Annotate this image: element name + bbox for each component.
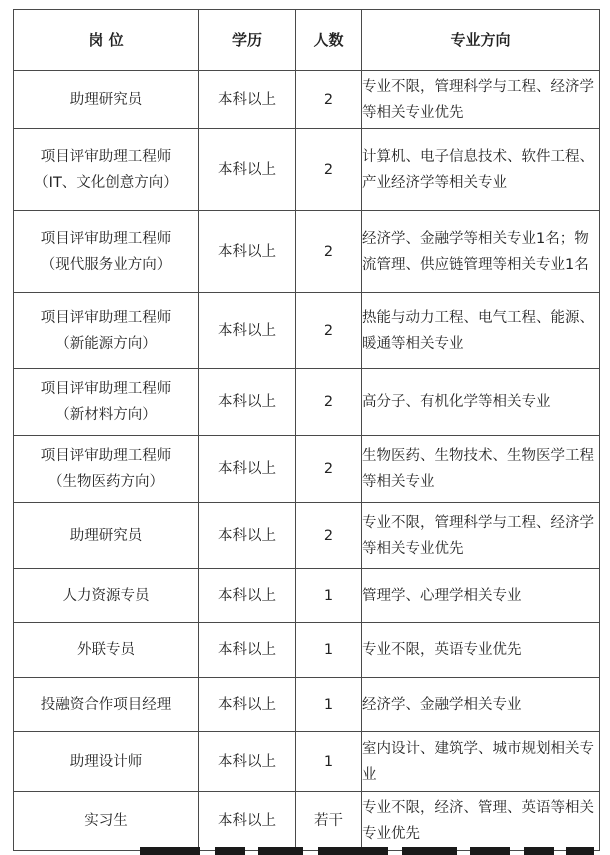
cell-position: 投融资合作项目经理 [14, 678, 199, 732]
cell-position: 助理研究员 [14, 71, 199, 129]
table-row [14, 211, 600, 293]
cell-education: 本科以上 [199, 293, 296, 369]
cell-major: 计算机、电子信息技术、软件工程、产业经济学等相关专业 [362, 129, 600, 211]
cell-education: 本科以上 [199, 436, 296, 503]
table-header-row [14, 10, 600, 71]
cell-position: 人力资源专员 [14, 569, 199, 623]
cell-education: 本科以上 [199, 732, 296, 792]
table-row [14, 678, 600, 732]
cell-major: 专业不限，经济、管理、英语等相关专业优先 [362, 792, 600, 851]
table-row [14, 293, 600, 369]
cell-count: 1 [296, 678, 362, 732]
cell-count: 若干 [296, 792, 362, 851]
cell-major: 专业不限，管理科学与工程、经济学等相关专业优先 [362, 71, 600, 129]
cell-position: 实习生 [14, 792, 199, 851]
cell-count: 2 [296, 503, 362, 569]
cell-count: 2 [296, 369, 362, 436]
table-row [14, 569, 600, 623]
cell-education: 本科以上 [199, 569, 296, 623]
table-row [14, 792, 600, 851]
cell-position: 项目评审助理工程师 （现代服务业方向） [14, 211, 199, 293]
table-row [14, 369, 600, 436]
table-row [14, 129, 600, 211]
cell-count: 2 [296, 436, 362, 503]
table-row [14, 732, 600, 792]
cell-major: 管理学、心理学相关专业 [362, 569, 600, 623]
cell-education: 本科以上 [199, 678, 296, 732]
cell-major: 生物医药、生物技术、生物医学工程等相关专业 [362, 436, 600, 503]
cell-major: 高分子、有机化学等相关专业 [362, 369, 600, 436]
cell-count: 2 [296, 71, 362, 129]
cell-major: 经济学、金融学等相关专业1名；物流管理、供应链管理等相关专业1名 [362, 211, 600, 293]
header-position: 岗 位 [14, 10, 199, 71]
cell-position: 项目评审助理工程师 （IT、文化创意方向） [14, 129, 199, 211]
cell-count: 2 [296, 129, 362, 211]
cell-education: 本科以上 [199, 623, 296, 678]
cell-position: 助理研究员 [14, 503, 199, 569]
cell-count: 2 [296, 293, 362, 369]
cell-position: 助理设计师 [14, 732, 199, 792]
cell-major: 热能与动力工程、电气工程、能源、暖通等相关专业 [362, 293, 600, 369]
table-row [14, 623, 600, 678]
cell-count: 1 [296, 623, 362, 678]
cell-major: 专业不限，管理科学与工程、经济学等相关专业优先 [362, 503, 600, 569]
cell-education: 本科以上 [199, 211, 296, 293]
cell-major: 经济学、金融学相关专业 [362, 678, 600, 732]
cell-position: 外联专员 [14, 623, 199, 678]
header-education: 学历 [199, 10, 296, 71]
cell-count: 2 [296, 211, 362, 293]
table-row [14, 436, 600, 503]
table-row [14, 71, 600, 129]
cell-major: 室内设计、建筑学、城市规划相关专业 [362, 732, 600, 792]
cell-position: 项目评审助理工程师（新材料方向） [14, 369, 199, 436]
recruitment-table [13, 9, 600, 851]
cell-education: 本科以上 [199, 71, 296, 129]
cell-education: 本科以上 [199, 129, 296, 211]
header-count: 人数 [296, 10, 362, 71]
cell-education: 本科以上 [199, 369, 296, 436]
cell-count: 1 [296, 732, 362, 792]
table-row [14, 503, 600, 569]
cell-major: 专业不限，英语专业优先 [362, 623, 600, 678]
cell-education: 本科以上 [199, 792, 296, 851]
cell-position: 项目评审助理工程师 （新能源方向） [14, 293, 199, 369]
header-major: 专业方向 [362, 10, 600, 71]
cell-position: 项目评审助理工程师（生物医药方向） [14, 436, 199, 503]
cell-education: 本科以上 [199, 503, 296, 569]
cell-count: 1 [296, 569, 362, 623]
cropped-text-strip [0, 845, 610, 855]
